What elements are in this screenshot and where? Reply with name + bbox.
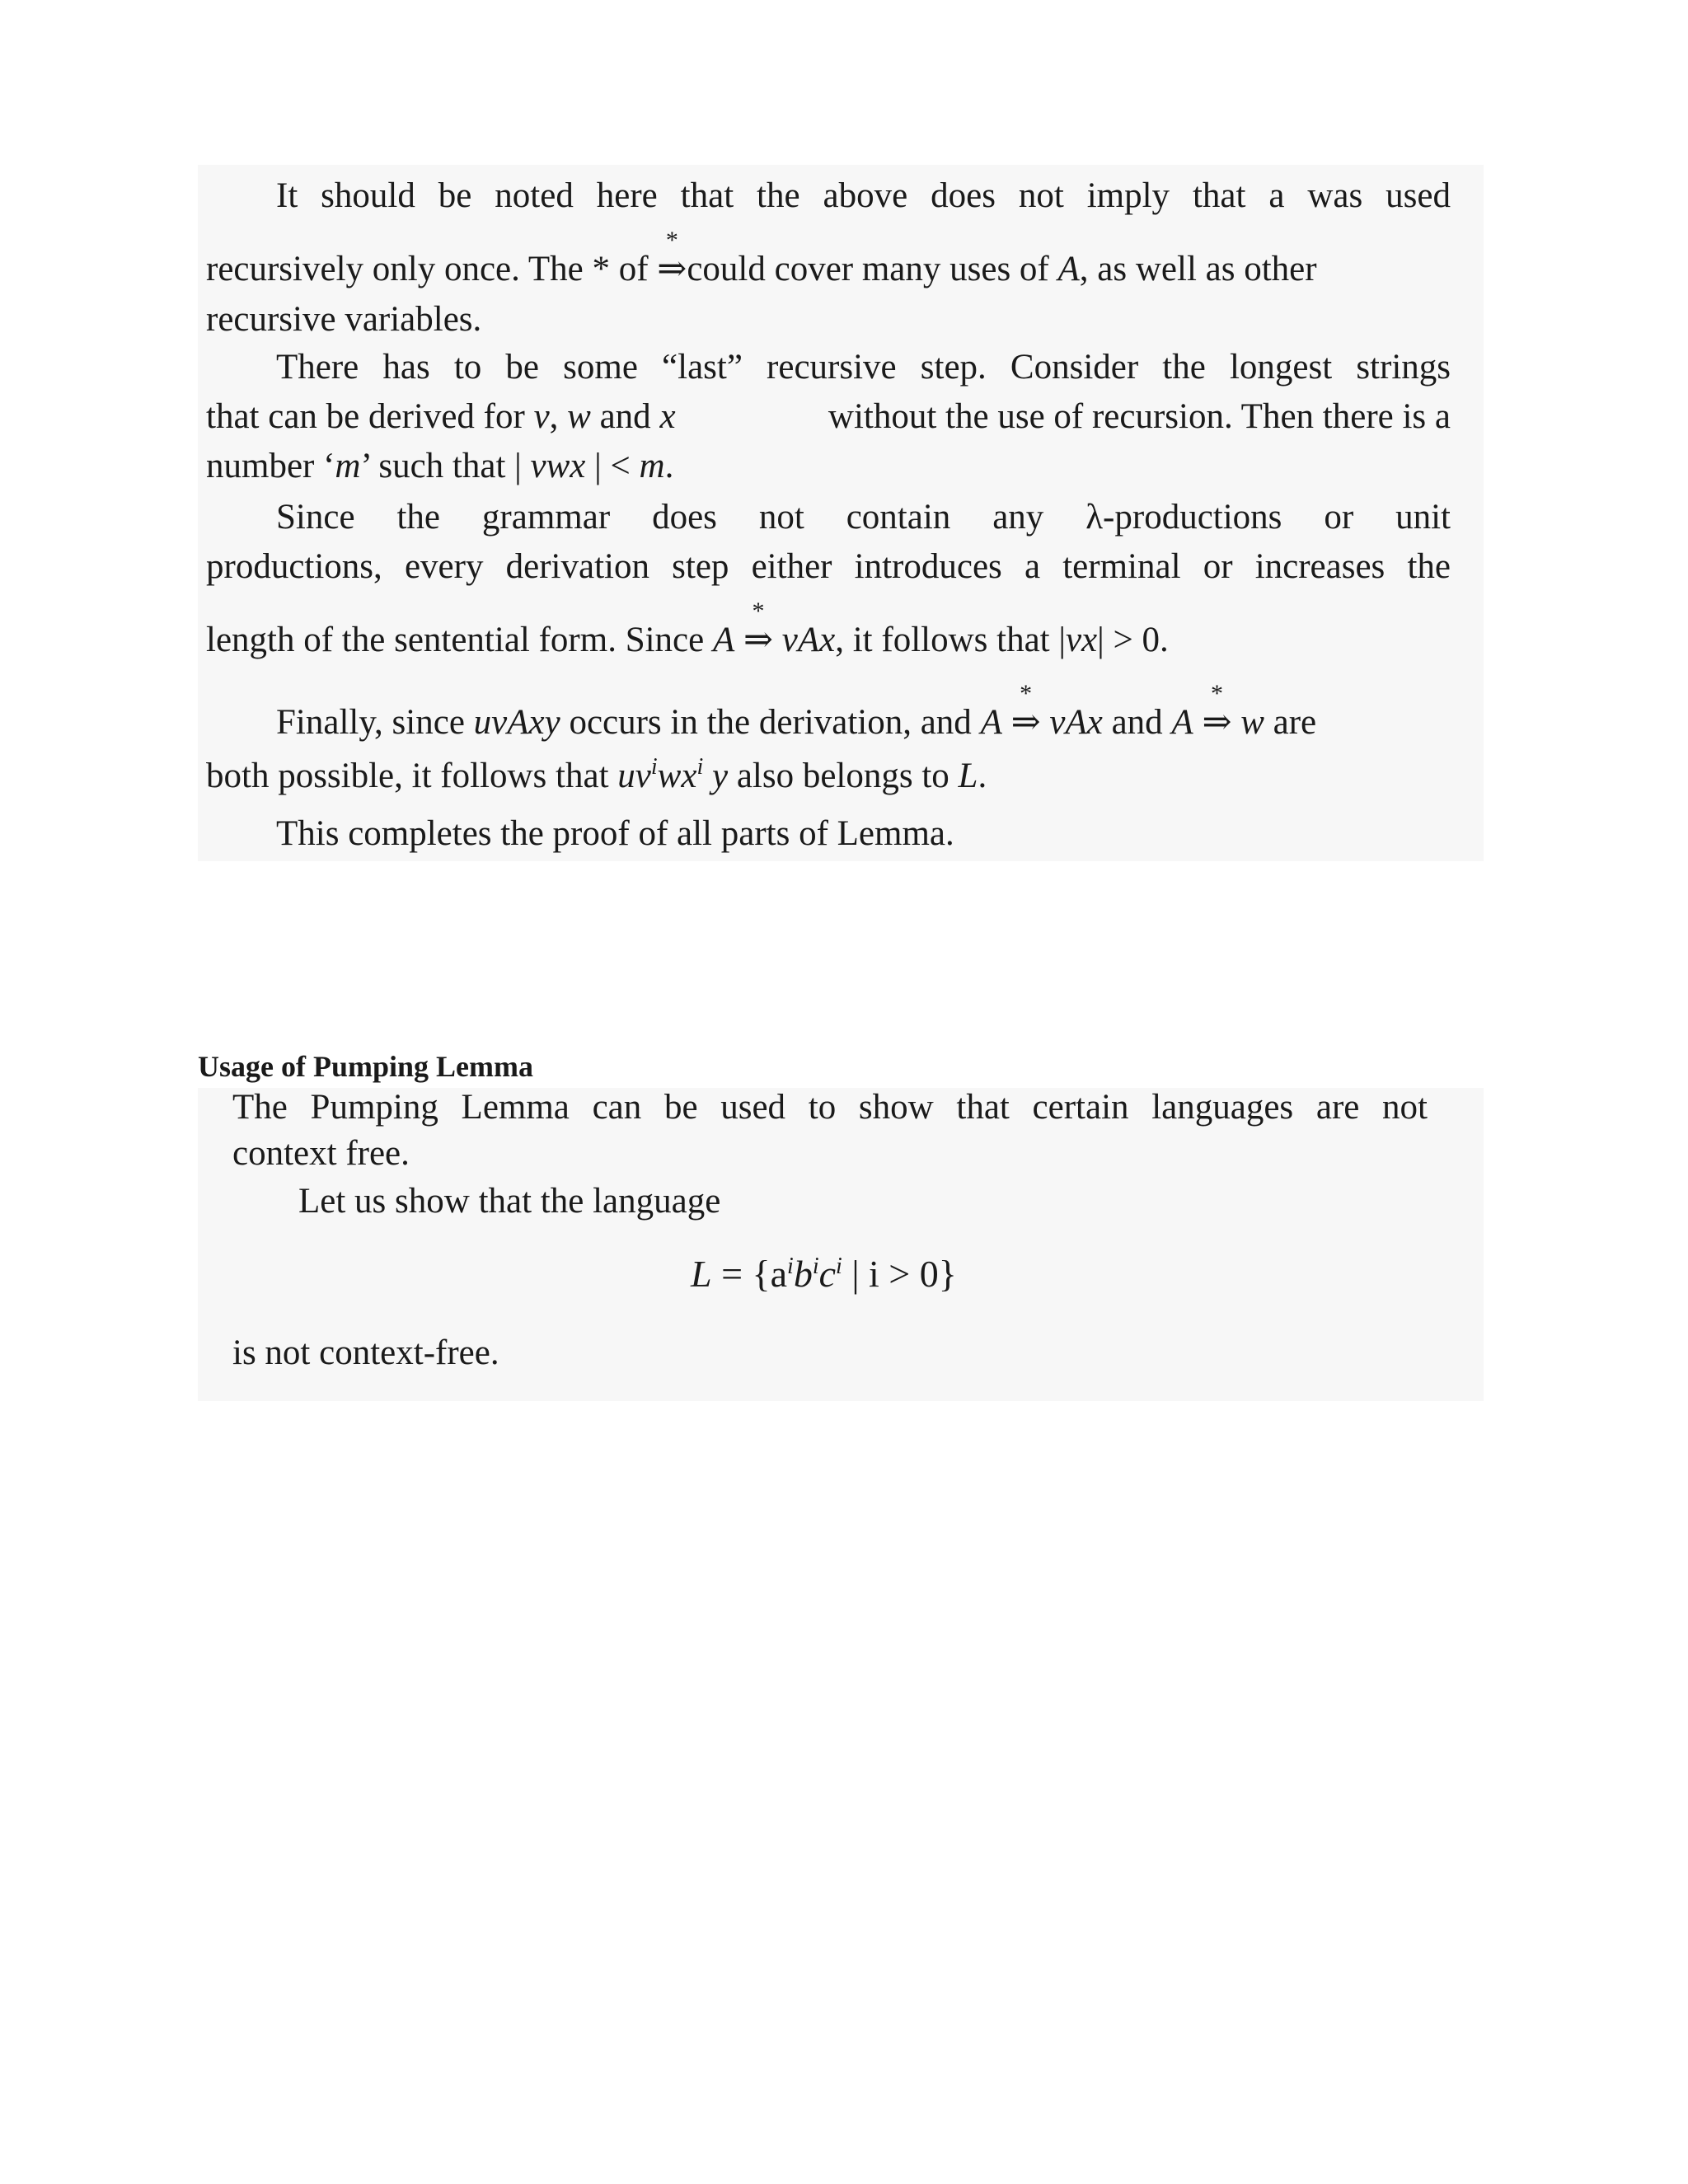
para2-line1: There has to be some “last” recursive step. Consider the longest strings xyxy=(276,348,1451,387)
para4-line1: Finally, since uvAxy occurs in the derivation, and A * ⇒ vAx and A * ⇒ w are xyxy=(276,680,1317,742)
para1-line2: recursively only once. The * of * ⇒could cover many uses of A, as well as other xyxy=(206,227,1317,288)
section2-line2: context free. xyxy=(232,1134,410,1173)
section2-line4: is not context-free. xyxy=(232,1333,499,1372)
section-heading: Usage of Pumping Lemma xyxy=(198,1050,533,1083)
para2-line3: number ‘m’ such that | vwx | < m. xyxy=(206,447,674,485)
para4-line2: both possible, it follows that $uv^iwx^i$ y also belongs to L. xyxy=(206,754,987,795)
derives-star-arrow: * ⇒ xyxy=(1202,680,1232,742)
section2-line1: The Pumping Lemma can be used to show that certain languages are not xyxy=(232,1088,1428,1127)
para3-line3: length of the sentential form. Since A * ⇒ vAx, it follows that |vx| > 0. xyxy=(206,598,1169,659)
para5: This completes the proof of all parts of Lemma. xyxy=(276,814,954,853)
section2-line3: Let us show that the language xyxy=(298,1182,721,1221)
para3-line2: productions, every derivation step either introduces a terminal or increases the xyxy=(206,547,1451,586)
para1-line3: recursive variables. xyxy=(206,300,482,339)
para2-line2: that can be derived for v, w and x without the use of recursion. Then there is a xyxy=(206,397,1451,436)
para3-line1: Since the grammar does not contain any λ-productions or unit xyxy=(276,498,1451,537)
derives-star-arrow: * ⇒ xyxy=(1010,680,1041,742)
derives-star-arrow: * ⇒ xyxy=(743,598,774,659)
language-equation: $L = \{a^ib^ic^i$ | i > 0} xyxy=(691,1253,957,1295)
para1-line1: It should be noted here that the above does not imply that a was used xyxy=(276,176,1451,215)
derives-star-arrow: * ⇒ xyxy=(657,227,687,288)
